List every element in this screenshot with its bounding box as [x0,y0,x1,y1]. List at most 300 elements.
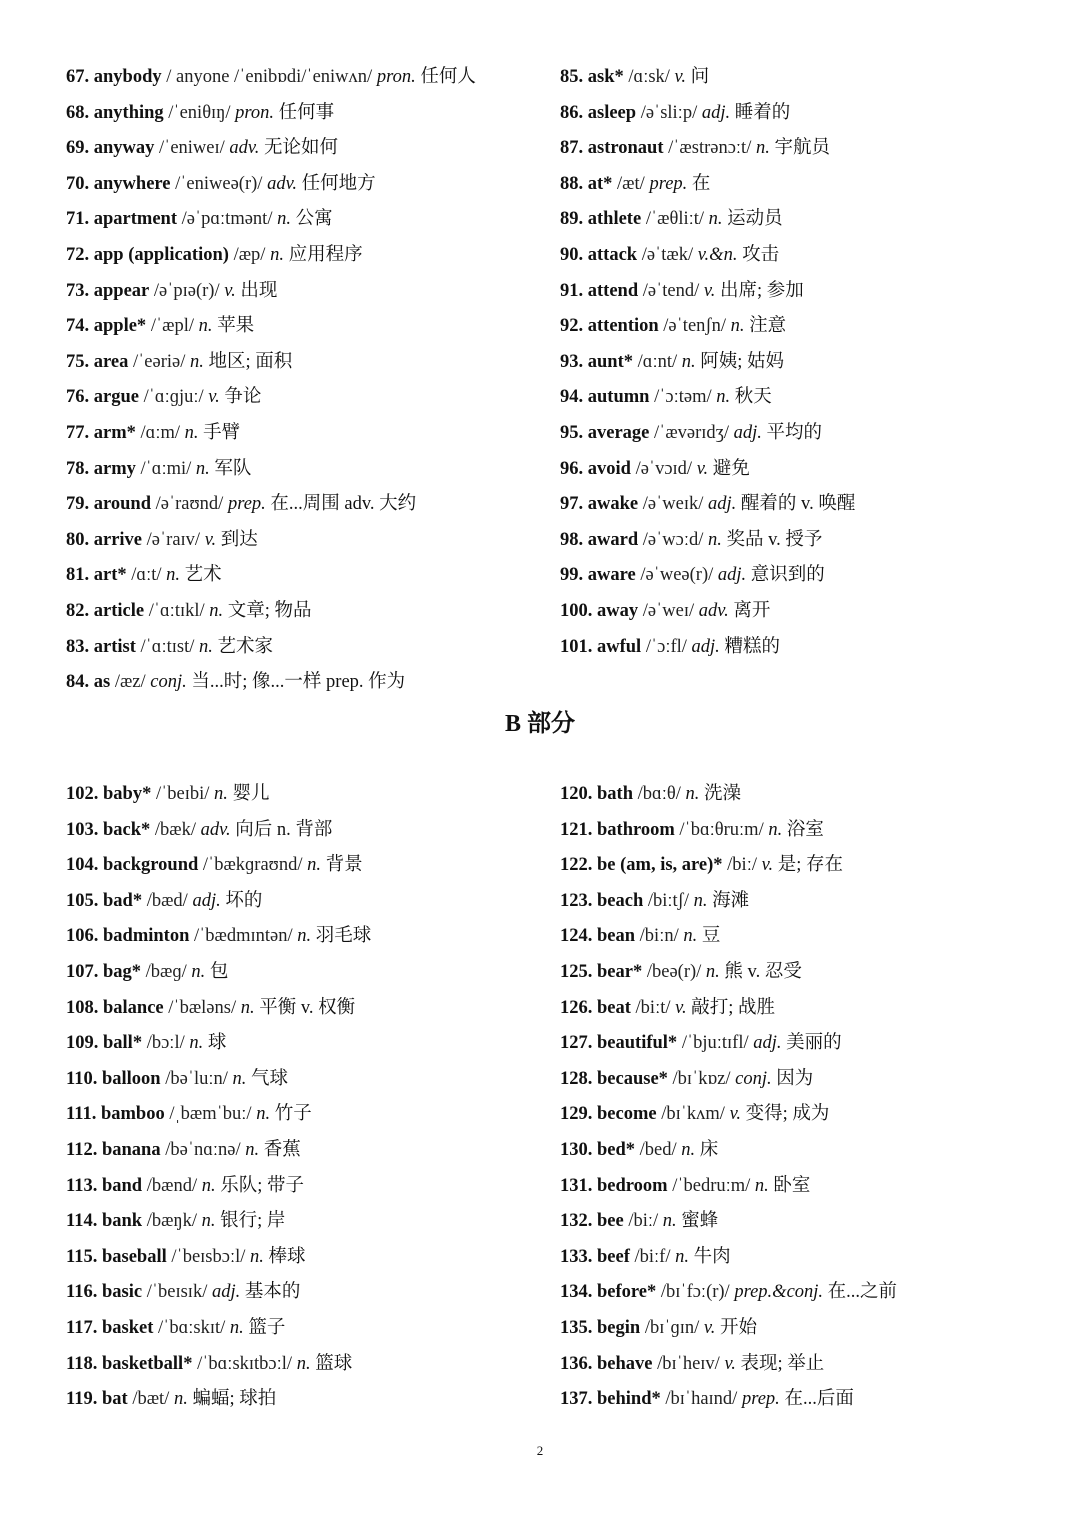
entry-number: 101. [560,636,593,657]
entry-part-of-speech: pron. [235,102,275,123]
entry-word: arrive [93,529,143,550]
entry-part-of-speech: n. [189,1033,204,1054]
vocab-entry [66,777,536,813]
entry-meaning: 表现; 举止 [735,1353,825,1374]
entry-meaning: 豆 [697,926,721,947]
entry-word: bedroom [597,1175,668,1196]
entry-part-of-speech: n. [229,1317,244,1338]
vocab-entry [66,919,536,955]
entry-meaning: 篮球 [310,1353,353,1374]
entry-part-of-speech: n. [214,784,228,804]
entry-part-of-speech: v. [703,280,716,301]
entry-number: 82. [66,600,90,621]
entry-phonetic: /əˈpɑːtmənt/ [176,209,278,230]
vocab-entry [66,1204,536,1240]
entry-word: as [93,672,111,693]
entry-part-of-speech: n. [683,926,698,947]
vocab-entry [560,487,1030,523]
entry-part-of-speech: adj. [753,1033,782,1054]
entry-part-of-speech: n. [768,819,783,840]
vocab-entry [66,630,536,666]
entry-phonetic: /biːtʃ/ [643,890,694,911]
entry-number: 133. [560,1246,593,1267]
entry-part-of-speech: v. [208,387,220,408]
entry-meaning: 平均的 [761,422,823,443]
entry-word: bamboo [100,1104,165,1125]
entry-number: 83. [66,636,90,657]
entry-phonetic: /əˈsliːp/ [636,102,702,123]
entry-part-of-speech: n. [201,1175,216,1196]
entry-phonetic: /bɪˈkɒz/ [667,1068,736,1089]
entry-number: 77. [66,422,90,443]
vocab-entry [66,60,536,96]
vocab-entry [560,955,1030,991]
vocab-entry [560,1026,1030,1062]
entry-phonetic: /biːt/ [630,997,676,1018]
vocab-entry [560,452,1030,488]
entry-phonetic: /bæd/ [142,890,193,911]
entry-meaning: 向后 n. 背部 [230,819,333,840]
entry-part-of-speech: prep.&conj. [734,1282,824,1303]
entry-part-of-speech: n. [256,1104,271,1125]
entry-part-of-speech: n. [184,422,199,443]
entry-word: bad* [103,890,143,911]
vocab-entry [560,202,1030,238]
entry-number: 75. [66,351,90,372]
entry-word: be (am, is, are)* [597,855,723,876]
entry-word: beautiful* [597,1033,678,1054]
entry-word: bean [597,926,636,947]
vocab-entry [66,1026,536,1062]
entry-meaning: 浴室 [782,819,824,840]
vocab-entry [560,1204,1030,1240]
entry-meaning: 苹果 [212,316,255,337]
entry-meaning: 乐队; 带子 [215,1175,304,1196]
entry-part-of-speech: v. [703,1317,716,1338]
entry-part-of-speech: n. [675,1246,689,1267]
entry-part-of-speech: n. [201,1211,216,1232]
vocab-entry [560,991,1030,1027]
entry-word: argue [93,387,139,408]
entry-phonetic: /ˈævərɪdʒ/ [649,422,734,443]
entry-part-of-speech: n. [705,961,720,982]
entry-part-of-speech: n. [195,458,210,479]
entry-word: around [93,494,151,515]
entry-part-of-speech: adv. [229,138,260,159]
entry-phonetic: /ˈbɑːθruːm/ [674,819,769,840]
entry-word: autumn [587,387,650,408]
entry-part-of-speech: prep. [649,173,688,194]
entry-meaning: 棒球 [263,1246,306,1267]
entry-part-of-speech: adj. [211,1282,241,1303]
entry-number: 92. [560,316,584,337]
entry-phonetic: /əˈwɔːd/ [638,529,708,550]
entry-phonetic: /ˈɑːɡjuː/ [138,387,209,408]
section-b-heading: B 部分 [504,711,575,737]
entry-phonetic: /əˈweɪ/ [638,600,699,621]
vocab-entry [66,884,536,920]
vocab-entry [560,1347,1030,1383]
entry-word: baby* [103,784,152,804]
entry-meaning: 手臂 [198,422,241,443]
vocab-entry [560,813,1030,849]
entry-part-of-speech: n. [662,1211,677,1232]
entry-word: background [103,855,199,876]
section-a-right-column [560,60,1030,665]
entry-number: 94. [560,387,584,408]
entry-part-of-speech: n. [209,600,224,621]
entry-phonetic: /beə(r)/ [642,961,706,982]
entry-part-of-speech: n. [681,351,696,372]
entry-word: app (application) [93,244,229,265]
vocab-entry [66,345,536,381]
entry-number: 106. [66,926,99,947]
entry-meaning: 蝙蝠; 球拍 [187,1389,277,1410]
entry-word: apple* [93,316,147,337]
entry-phonetic: /biː/ [722,855,762,876]
entry-part-of-speech: adj. [192,890,221,911]
entry-phonetic: /ˈæθliːt/ [641,209,709,230]
entry-meaning: 任何地方 [297,173,376,194]
entry-part-of-speech: v. [224,280,236,301]
entry-part-of-speech: n. [250,1246,264,1267]
entry-phonetic: /ˈbæləns/ [163,997,241,1018]
entry-number: 70. [66,173,90,194]
entry-word: ask* [587,67,624,87]
entry-meaning: 在...周围 adv. 大约 [265,494,417,515]
entry-phonetic: /bæk/ [150,819,201,840]
entry-part-of-speech: v. [674,67,687,87]
entry-number: 93. [560,351,584,372]
entry-meaning: 攻击 [737,244,780,265]
vocab-entry [66,274,536,310]
entry-word: basketball* [101,1353,193,1374]
entry-number: 90. [560,244,584,265]
entry-number: 112. [66,1139,98,1160]
entry-phonetic: /bænd/ [142,1175,202,1196]
entry-word: beat [597,997,631,1018]
entry-number: 97. [560,494,584,515]
entry-meaning: 敲打; 战胜 [686,997,775,1018]
entry-phonetic: /biːf/ [629,1246,676,1267]
vocab-entry [560,380,1030,416]
entry-meaning: 无论如何 [259,138,339,159]
entry-part-of-speech: prep. [741,1389,780,1410]
entry-part-of-speech: n. [307,855,321,876]
entry-word: attention [587,316,659,337]
entry-part-of-speech: n. [685,784,700,804]
entry-part-of-speech: n. [755,138,770,159]
entry-phonetic: /əˈtæk/ [637,244,698,265]
entry-number: 89. [560,209,584,230]
entry-part-of-speech: n. [296,1353,311,1374]
entry-meaning: 海滩 [707,890,750,911]
entry-meaning: 卧室 [768,1175,811,1196]
entry-number: 131. [560,1175,593,1196]
entry-number: 130. [560,1139,593,1160]
entry-meaning: 任何事 [274,102,335,123]
entry-phonetic: /bɔːl/ [142,1033,190,1054]
entry-meaning: 出现 [235,280,278,301]
entry-phonetic: /əˈpɪə(r)/ [149,280,225,301]
entry-word: anywhere [93,173,171,194]
entry-number: 110. [66,1068,98,1089]
entry-phonetic: / anyone /ˈenibɒdi/ˈeniwʌn/ [161,67,377,87]
entry-meaning: 球 [203,1033,227,1054]
entry-part-of-speech: v. [761,855,774,876]
entry-part-of-speech: v. [729,1104,742,1125]
entry-phonetic: /ˈbeɪbi/ [151,784,215,804]
entry-part-of-speech: n. [297,926,312,947]
entry-phonetic: /bed/ [635,1139,682,1160]
entry-word: artist [93,636,136,657]
entry-part-of-speech: adj. [708,494,737,515]
entry-phonetic: /æp/ [228,244,271,265]
entry-number: 91. [560,280,584,301]
entry-word: behave [597,1353,653,1374]
entry-phonetic: /bæŋk/ [142,1211,202,1232]
entry-number: 136. [560,1353,593,1374]
entry-word: awful [597,636,642,657]
entry-part-of-speech: n. [708,209,723,230]
entry-part-of-speech: n. [191,961,206,982]
entry-number: 119. [66,1389,98,1410]
entry-number: 114. [66,1211,98,1232]
entry-meaning: 地区; 面积 [203,351,293,372]
entry-meaning: 羽毛球 [311,926,372,947]
vocab-entry [66,452,536,488]
vocab-entry [560,523,1030,559]
entry-meaning: 坏的 [220,890,263,911]
entry-word: bathroom [597,819,675,840]
entry-meaning: 睡着的 [730,102,791,123]
entry-word: before* [597,1282,657,1303]
entry-meaning: 美丽的 [781,1033,842,1054]
entry-meaning: 开始 [715,1317,758,1338]
entry-phonetic: /ɑːsk/ [623,67,675,87]
vocab-entry [560,309,1030,345]
entry-number: 67. [66,67,90,87]
entry-meaning: 香蕉 [259,1139,301,1160]
entry-word: awake [587,494,639,515]
entry-word: band [101,1175,143,1196]
vocab-entry [66,991,536,1027]
vocab-entry [560,1311,1030,1347]
entry-number: 108. [66,997,99,1018]
vocab-entry [66,1311,536,1347]
vocab-entry [560,558,1030,594]
vocab-entry [560,777,1030,813]
entry-word: area [93,351,129,372]
entry-word: become [597,1104,657,1125]
entry-number: 100. [560,600,593,621]
entry-phonetic: /bæɡ/ [141,961,192,982]
vocab-entry [66,558,536,594]
entry-number: 78. [66,458,90,479]
entry-meaning: 变得; 成为 [741,1104,830,1125]
entry-word: bath [597,784,633,804]
entry-part-of-speech: n. [199,636,213,657]
entry-phonetic: /ˈeəriə/ [128,351,190,372]
entry-number: 96. [560,458,584,479]
entry-meaning: 在...后面 [779,1389,854,1410]
vocab-entry [560,345,1030,381]
entry-number: 104. [66,855,99,876]
entry-phonetic: /əˈvɔɪd/ [630,458,697,479]
entry-meaning: 在 [687,173,711,194]
entry-word: bed* [597,1139,636,1160]
entry-number: 122. [560,855,593,876]
entry-number: 68. [66,102,90,123]
entry-phonetic: /ɑːm/ [135,422,185,443]
entry-word: because* [597,1068,668,1089]
entry-part-of-speech: adj. [733,422,762,443]
entry-word: bag* [103,961,142,982]
entry-phonetic: /biːn/ [635,926,684,947]
entry-word: anything [93,102,164,123]
entry-word: away [597,600,639,621]
vocab-entry [560,60,1030,96]
entry-word: back* [103,819,151,840]
entry-meaning: 基本的 [240,1282,301,1303]
entry-part-of-speech: n. [693,890,708,911]
entry-number: 126. [560,997,593,1018]
entry-meaning: 注意 [744,316,787,337]
entry-phonetic: /ˈæstrənɔːt/ [663,138,756,159]
vocab-entry [560,1169,1030,1205]
entry-word: art* [93,565,127,586]
entry-part-of-speech: conj. [150,672,187,693]
vocab-entry [66,523,536,559]
vocab-entry [66,131,536,167]
entry-word: begin [597,1317,641,1338]
entry-number: 69. [66,138,90,159]
entry-phonetic: /ˌbæmˈbuː/ [164,1104,257,1125]
entry-number: 137. [560,1389,593,1410]
entry-word: balloon [101,1068,161,1089]
entry-number: 72. [66,244,90,265]
entry-word: attend [587,280,639,301]
entry-part-of-speech: n. [730,316,745,337]
entry-phonetic: /ɑːt/ [126,565,167,586]
entry-word: bee [597,1211,624,1232]
entry-meaning: 婴儿 [227,784,270,804]
entry-meaning: 在...之前 [823,1282,898,1303]
entry-meaning: 床 [695,1139,719,1160]
entry-part-of-speech: n. [198,316,213,337]
vocab-entry [560,848,1030,884]
vocab-entry [66,1133,536,1169]
entry-part-of-speech: n. [708,529,722,550]
entry-number: 105. [66,890,99,911]
vocab-entry [560,238,1030,274]
entry-number: 129. [560,1104,593,1125]
entry-part-of-speech: n. [232,1068,247,1089]
entry-number: 80. [66,529,90,550]
vocab-entry [66,1097,536,1133]
entry-meaning: 气球 [246,1068,289,1089]
entry-number: 76. [66,387,90,408]
entry-number: 134. [560,1282,593,1303]
entry-phonetic: /ˈbækɡraʊnd/ [198,855,308,876]
entry-word: aunt* [587,351,633,372]
vocab-entry [560,1062,1030,1098]
entry-meaning: 包 [205,961,229,982]
vocab-entry [560,274,1030,310]
entry-number: 71. [66,209,90,230]
entry-number: 73. [66,280,90,301]
vocab-entry [66,96,536,132]
entry-phonetic: /ˈeniweə(r)/ [170,173,268,194]
entry-number: 118. [66,1353,98,1374]
entry-number: 128. [560,1068,593,1089]
vocab-entry [66,238,536,274]
entry-phonetic: /ˈɔːfl/ [641,636,692,657]
vocab-entry [66,1169,536,1205]
vocab-entry [560,919,1030,955]
entry-number: 121. [560,819,593,840]
entry-word: behind* [597,1389,661,1410]
entry-word: at* [587,173,613,194]
entry-number: 99. [560,565,584,586]
entry-phonetic: /bɪˈɡɪn/ [640,1317,704,1338]
entry-meaning: 到达 [216,529,258,550]
entry-phonetic: /ˈbɑːskɪt/ [153,1317,230,1338]
entry-meaning: 离开 [728,600,771,621]
entry-word: balance [103,997,164,1018]
entry-part-of-speech: adj. [691,636,720,657]
entry-number: 135. [560,1317,593,1338]
vocab-entry [66,309,536,345]
entry-meaning: 竹子 [270,1104,312,1125]
entry-part-of-speech: conj. [735,1068,772,1089]
entry-meaning: 银行; 岸 [215,1211,286,1232]
entry-meaning: 运动员 [722,209,783,230]
entry-part-of-speech: n. [245,1139,260,1160]
entry-word: basic [101,1282,143,1303]
entry-part-of-speech: n. [681,1139,696,1160]
entry-phonetic: /æz/ [110,672,151,693]
entry-number: 124. [560,926,593,947]
entry-part-of-speech: n. [754,1175,769,1196]
entry-meaning: 平衡 v. 权衡 [254,997,356,1018]
vocab-entry [66,594,536,630]
entry-part-of-speech: n. [173,1389,188,1410]
entry-number: 88. [560,173,584,194]
entry-word: ball* [103,1033,143,1054]
entry-phonetic: /ˈeniθɪŋ/ [163,102,236,123]
vocab-entry [560,1275,1030,1311]
vocab-entry [560,1133,1030,1169]
entry-phonetic: /bɪˈhaɪnd/ [660,1389,742,1410]
entry-part-of-speech: pron. [376,67,416,87]
vocab-entry [66,955,536,991]
entry-word: award [587,529,639,550]
vocab-entry [560,630,1030,666]
entry-word: banana [101,1139,161,1160]
entry-word: bat [101,1389,128,1410]
entry-meaning: 篮子 [243,1317,286,1338]
vocab-entry [560,416,1030,452]
entry-part-of-speech: adv. [698,600,729,621]
entry-number: 86. [560,102,584,123]
vocab-entry [66,813,536,849]
entry-phonetic: /bɪˈfɔː(r)/ [656,1282,735,1303]
entry-number: 117. [66,1317,98,1338]
entry-meaning: 因为 [771,1068,814,1089]
entry-word: bank [101,1211,143,1232]
entry-phonetic: /bəˈluːn/ [160,1068,233,1089]
